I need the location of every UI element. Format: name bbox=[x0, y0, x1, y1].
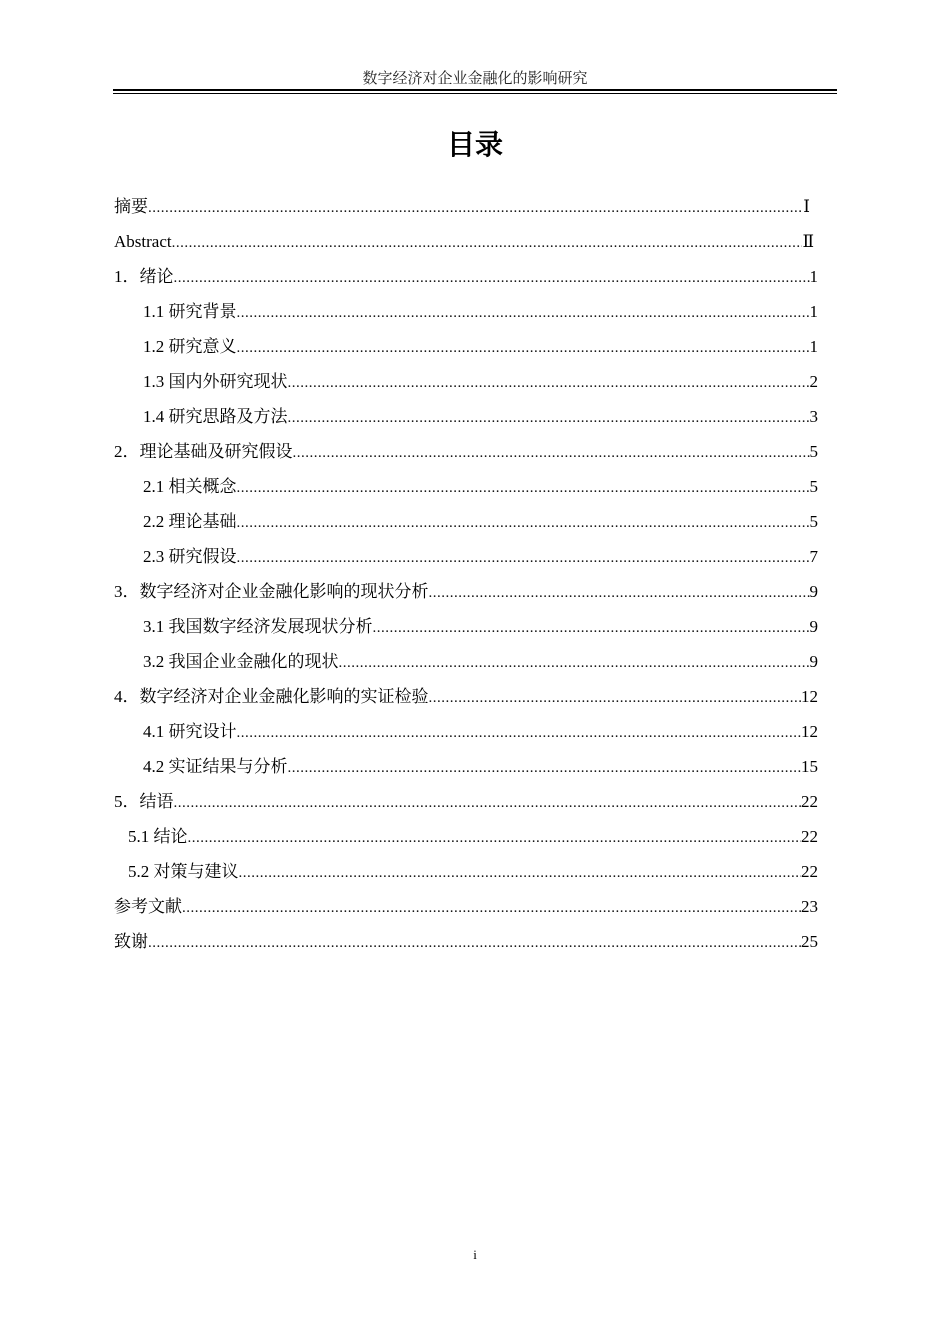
toc-entry-page: 12 bbox=[801, 687, 818, 706]
dot-leader bbox=[188, 821, 802, 854]
toc-entry-page: 23 bbox=[801, 897, 818, 916]
toc-entry-3-1[interactable] bbox=[143, 609, 818, 644]
toc-entry-page: 1 bbox=[809, 337, 818, 356]
toc-entry-page: 5 bbox=[809, 442, 818, 461]
dot-leader bbox=[237, 296, 810, 329]
toc-entry-label: 3．数字经济对企业金融化影响的现状分析 bbox=[114, 582, 429, 601]
toc-entry-label: 参考文献 bbox=[114, 897, 182, 916]
dot-leader bbox=[373, 611, 810, 644]
toc-entry-1-4[interactable] bbox=[143, 399, 818, 434]
toc-entry-page: 25 bbox=[801, 932, 818, 951]
toc-entry-5-1[interactable] bbox=[128, 819, 818, 854]
toc-entry-label: 2.1 相关概念 bbox=[143, 477, 237, 496]
toc-entry-page: 9 bbox=[809, 582, 818, 601]
toc-entry-page: 5 bbox=[809, 512, 818, 531]
toc-entry-2-1[interactable] bbox=[143, 469, 818, 504]
dot-leader bbox=[237, 716, 802, 749]
dot-leader bbox=[237, 506, 810, 539]
toc-entry-chapter-4[interactable] bbox=[114, 679, 818, 714]
toc-entry-chapter-2[interactable] bbox=[114, 434, 818, 469]
toc-entry-label: 摘要 bbox=[114, 197, 148, 216]
toc-entry-label: 5.2 对策与建议 bbox=[128, 862, 239, 881]
toc-entry-4-1[interactable] bbox=[143, 714, 818, 749]
dot-leader bbox=[237, 331, 810, 364]
dot-leader bbox=[237, 541, 810, 574]
toc-entry-page: Ⅱ bbox=[802, 232, 814, 251]
toc-entry-abstract-en[interactable] bbox=[114, 224, 814, 259]
toc-entry-label: 1．绪论 bbox=[114, 267, 174, 286]
toc-entry-page: 7 bbox=[809, 547, 818, 566]
toc-entry-label: 5．结语 bbox=[114, 792, 174, 811]
toc-entry-label: 2.3 研究假设 bbox=[143, 547, 237, 566]
dot-leader bbox=[182, 891, 801, 924]
dot-leader bbox=[239, 856, 802, 889]
dot-leader bbox=[172, 226, 803, 259]
toc-entry-page: 9 bbox=[809, 652, 818, 671]
toc-entry-page: 22 bbox=[801, 792, 818, 811]
dot-leader bbox=[148, 926, 801, 959]
toc-entry-label: 2．理论基础及研究假设 bbox=[114, 442, 293, 461]
dot-leader bbox=[339, 646, 810, 679]
toc-entry-label: 致谢 bbox=[114, 932, 148, 951]
dot-leader bbox=[174, 786, 802, 819]
toc-title: 目录 bbox=[446, 128, 503, 161]
toc-entry-page: 3 bbox=[809, 407, 818, 426]
toc-entry-label: 4.1 研究设计 bbox=[143, 722, 237, 741]
toc-entry-label: 5.1 结论 bbox=[128, 827, 188, 846]
toc-entry-chapter-3[interactable] bbox=[114, 574, 818, 609]
toc-entry-label: 4.2 实证结果与分析 bbox=[143, 757, 288, 776]
toc-entry-page: 5 bbox=[809, 477, 818, 496]
toc-entry-1-1[interactable] bbox=[143, 294, 818, 329]
toc-entry-abstract-cn[interactable] bbox=[114, 189, 810, 224]
toc-entry-page: 22 bbox=[801, 827, 818, 846]
toc-entry-2-2[interactable] bbox=[143, 504, 818, 539]
header-rule-thick bbox=[113, 89, 837, 91]
toc-entry-label: 3.1 我国数字经济发展现状分析 bbox=[143, 617, 373, 636]
dot-leader bbox=[429, 681, 802, 714]
toc-entry-1-3[interactable] bbox=[143, 364, 818, 399]
dot-leader bbox=[293, 436, 810, 469]
page-number: i bbox=[473, 1247, 477, 1262]
toc-entry-3-2[interactable] bbox=[143, 644, 818, 679]
toc-entry-references[interactable] bbox=[114, 889, 818, 924]
toc-entry-chapter-5[interactable] bbox=[114, 784, 818, 819]
toc-entry-label: 1.2 研究意义 bbox=[143, 337, 237, 356]
toc-entry-5-2[interactable] bbox=[128, 854, 818, 889]
toc-entry-1-2[interactable] bbox=[143, 329, 818, 364]
toc-entry-page: 2 bbox=[809, 372, 818, 391]
dot-leader bbox=[288, 366, 810, 399]
toc-entry-4-2[interactable] bbox=[143, 749, 818, 784]
toc-entry-label: 1.3 国内外研究现状 bbox=[143, 372, 288, 391]
header-rule-thin bbox=[113, 93, 837, 94]
toc-entry-acknowledgements[interactable] bbox=[114, 924, 818, 959]
toc-entry-label: Abstract bbox=[114, 232, 172, 251]
toc-entry-chapter-1[interactable] bbox=[114, 259, 818, 294]
toc-entry-label: 1.4 研究思路及方法 bbox=[143, 407, 288, 426]
dot-leader bbox=[148, 191, 803, 224]
toc-entry-page: 12 bbox=[801, 722, 818, 741]
toc-entry-label: 3.2 我国企业金融化的现状 bbox=[143, 652, 339, 671]
dot-leader bbox=[288, 751, 802, 784]
dot-leader bbox=[237, 471, 810, 504]
toc-entry-page: 22 bbox=[801, 862, 818, 881]
toc-entry-label: 2.2 理论基础 bbox=[143, 512, 237, 531]
toc-entry-page: 15 bbox=[801, 757, 818, 776]
toc-entry-label: 1.1 研究背景 bbox=[143, 302, 237, 321]
dot-leader bbox=[288, 401, 810, 434]
toc-entry-page: 1 bbox=[809, 302, 818, 321]
dot-leader bbox=[429, 576, 810, 609]
toc-entry-page: Ⅰ bbox=[803, 197, 810, 216]
running-header: 数字经济对企业金融化的影响研究 bbox=[362, 71, 588, 87]
toc-entry-2-3[interactable] bbox=[143, 539, 818, 574]
toc-entry-page: 9 bbox=[809, 617, 818, 636]
toc-entry-label: 4．数字经济对企业金融化影响的实证检验 bbox=[114, 687, 429, 706]
toc-entry-page: 1 bbox=[809, 267, 818, 286]
dot-leader bbox=[174, 261, 810, 294]
